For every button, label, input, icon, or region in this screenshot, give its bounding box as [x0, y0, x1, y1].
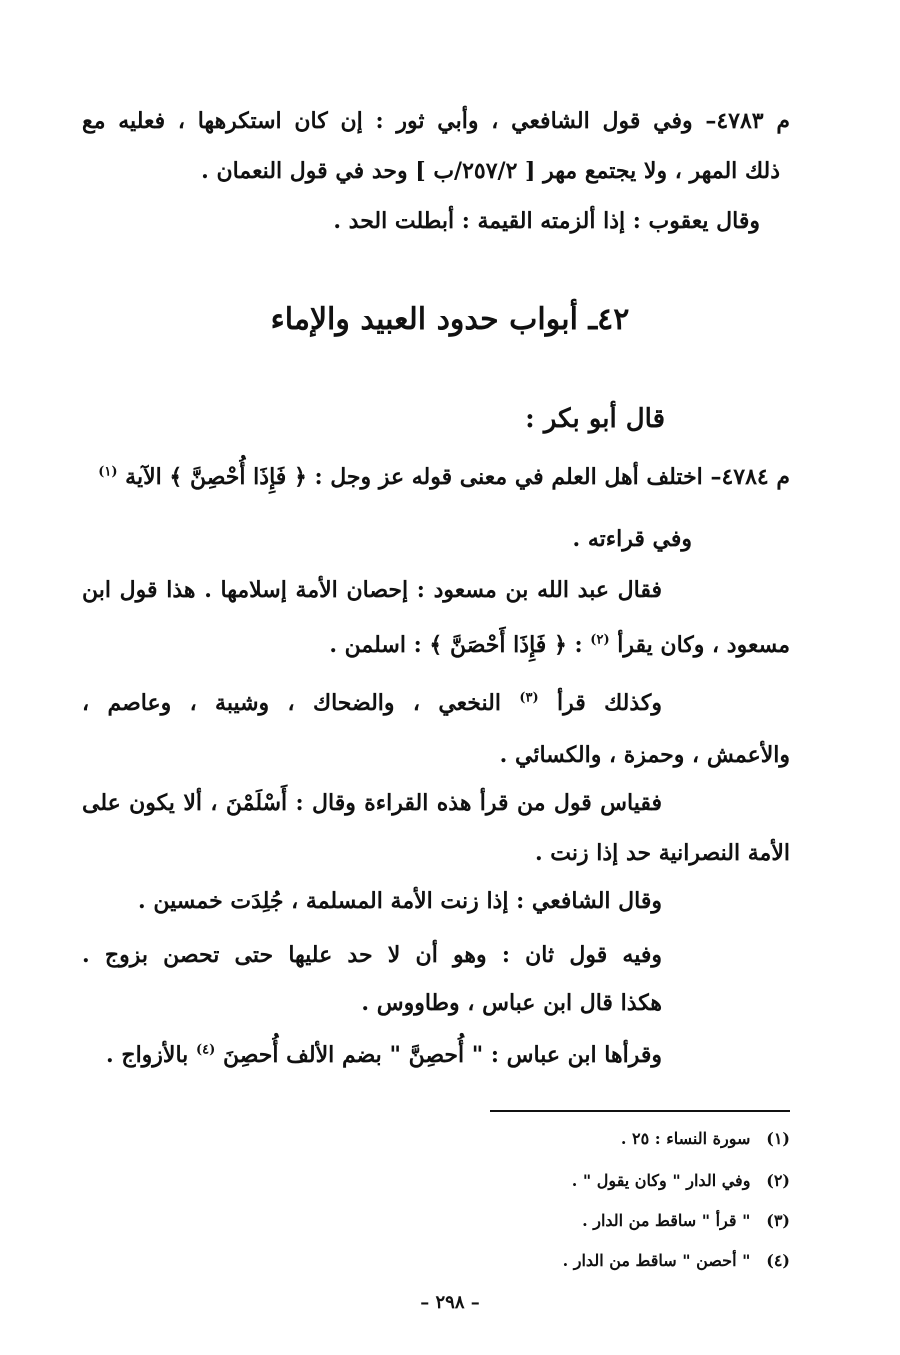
footnote-ref-3: (٣) — [519, 690, 539, 706]
paragraph-line-12-text-b: بالأزواج . — [106, 1042, 189, 1068]
paragraph-line-3: فقال عبد الله بن مسعود : إحصان الأمة إسلامها . هذا قول ابن — [82, 577, 662, 603]
paragraph-line-5 — [82, 688, 662, 718]
footnote-ref-1: (١) — [98, 464, 118, 480]
footnote-1-number: (١) — [766, 1129, 790, 1148]
paragraph-line-4-text-a: مسعود ، وكان يقرأ — [617, 632, 790, 658]
paragraph-line-4-text-b: : ﴿ فَإِذَا أَحْصَنَّ ﴾ : اسلمن . — [329, 632, 583, 658]
page-number: – ٢٩٨ – — [420, 1292, 480, 1313]
paragraph-4783-line-3: وقال يعقوب : إذا ألزمته القيمة : أبطلت الحد . — [333, 208, 760, 234]
paragraph-4783-line-1: م ٤٧٨٣– وفي قول الشافعي ، وأبي ثور : إن كان استكرهها ، فعليه مع — [82, 108, 791, 134]
footnote-ref-4: (٤) — [195, 1042, 216, 1058]
paragraph-line-10: وفيه قول ثان : وهو أن لا حد عليها حتى تحصن بزوج . — [82, 942, 662, 968]
section-subheading: قال أبو بكر : — [525, 404, 665, 434]
paragraph-line-6: والأعمش ، وحمزة ، والكسائي . — [499, 742, 790, 768]
footnote-1-text: سورة النساء : ٢٥ . — [620, 1129, 751, 1148]
chapter-title: ٤٢ـ أبواب حدود العبيد والإماء — [270, 302, 630, 337]
paragraph-line-5-text-a: وكذلك قرأ — [556, 690, 662, 716]
paragraph-4783-line-2: ذلك المهر ، ولا يجتمع مهر [ ٢٥٧/٢/ب ] وحد في قول النعمان . — [201, 158, 780, 184]
paragraph-line-12 — [106, 1040, 662, 1070]
footnote-1 — [621, 1128, 790, 1150]
footnote-ref-2: (٢) — [590, 632, 610, 648]
footnote-2-number: (٢) — [766, 1171, 790, 1190]
footnote-2-text: وفي الدار " وكان يقول " . — [571, 1171, 751, 1190]
footnote-2 — [572, 1170, 790, 1192]
paragraph-line-8: الأمة النصرانية حد إذا زنت . — [534, 840, 790, 866]
footnote-3 — [582, 1210, 790, 1232]
paragraph-line-11: هكذا قال ابن عباس ، وطاووس . — [361, 990, 662, 1016]
paragraph-line-4 — [329, 630, 790, 660]
paragraph-4784-line-2: وفي قراءته . — [572, 526, 692, 552]
paragraph-line-7: فقياس قول من قرأ هذه القراءة وقال : أَسْلَمْنَ ، ألا يكون على — [82, 790, 662, 816]
paragraph-4784-line-1 — [98, 462, 790, 492]
paragraph-4784-line-1-text: م ٤٧٨٤– اختلف أهل العلم في معنى قوله عز وجل : ﴿ فَإِذَا أُحْصِنَّ ﴾ الآية — [125, 464, 790, 490]
footnote-3-text: " قرأ " ساقط من الدار . — [582, 1211, 751, 1230]
footnote-3-number: (٣) — [766, 1211, 790, 1230]
footnote-divider — [490, 1110, 790, 1112]
paragraph-line-12-text-a: وقرأها ابن عباس : " أُحصِنَّ " بضم الألف أُحصِنَ — [222, 1042, 662, 1068]
footnote-4-text: " أحصن " ساقط من الدار . — [562, 1251, 751, 1270]
paragraph-line-5-text-b: النخعي ، والضحاك ، وشيبة ، وعاصم ، — [82, 690, 501, 716]
footnote-4-number: (٤) — [766, 1251, 790, 1270]
paragraph-line-9: وقال الشافعي : إذا زنت الأمة المسلمة ، جُلِدَت خمسين . — [138, 888, 662, 914]
footnote-4 — [563, 1250, 790, 1272]
